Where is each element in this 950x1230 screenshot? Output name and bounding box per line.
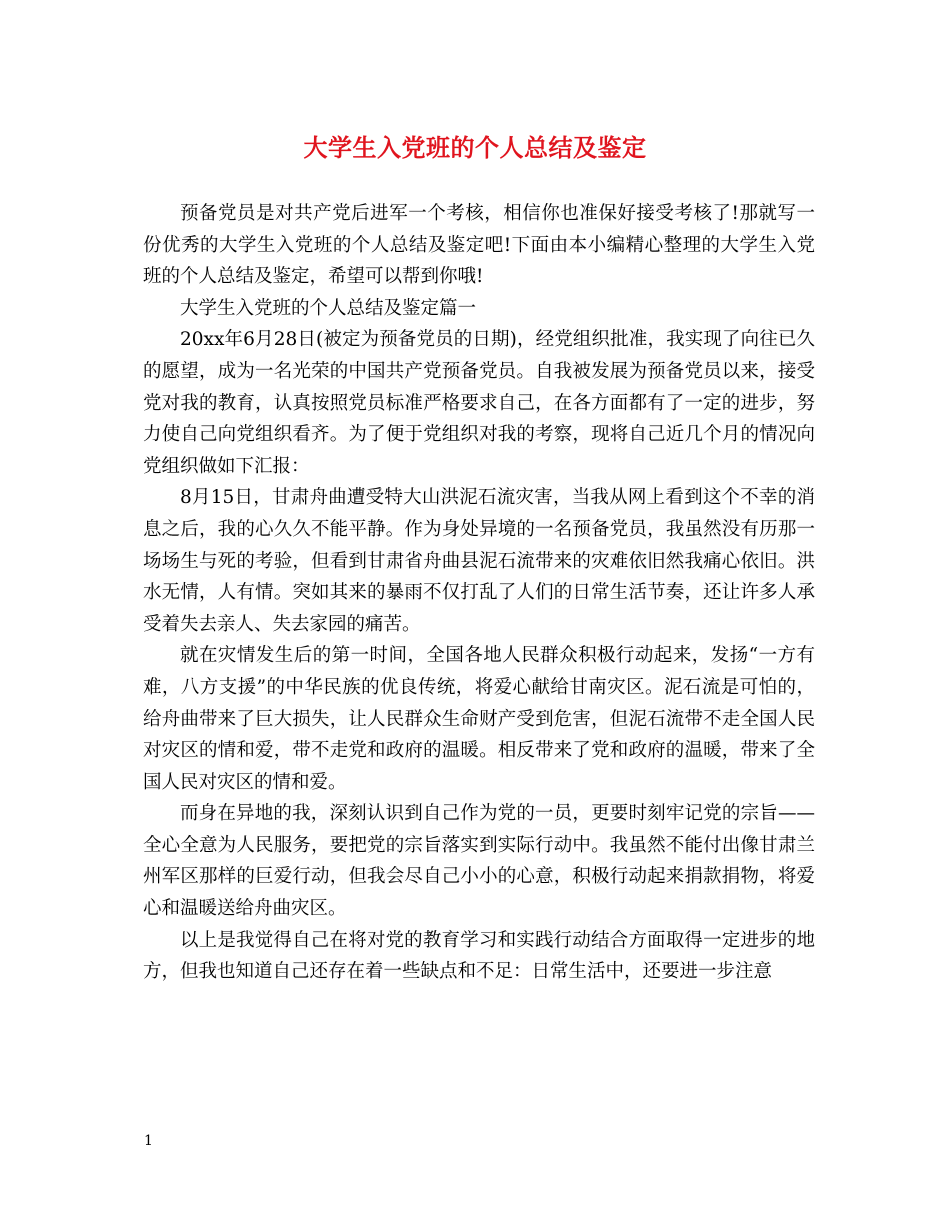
paragraph-intro: 预备党员是对共产党后进军一个考核，相信你也准保好接受考核了!那就写一份优秀的大学生入党班的个人总结及鉴定吧!下面由本小编精心整理的大学生入党班的个人总结及鉴定，希望可以帮到你哦! [143,203,815,288]
paragraph-5: 以上是我觉得自己在将对党的教育学习和实践行动结合方面取得一定进步的地方，但我也知道自己还存在着一些缺点和不足：日常生活中，还要进一步注意 [143,929,815,983]
page-number: 1 [144,1133,153,1149]
paragraph-2: 8月15日，甘肃舟曲遭受特大山洪泥石流灾害，当我从网上看到这个不幸的消息之后，我的心久久不能平静。作为身处异境的一名预备党员，我虽然没有历那一场场生与死的考验，但看到甘肃省舟曲县泥石流带来的灾难依旧然我痛心依旧。洪水无情，人有情。突如其来的暴雨不仅打乱了人们的日常生活节奏，还让许多人承受着失去亲人、失去家园的痛苦。 [143,487,815,635]
paragraph-1: 20xx年6月28日(被定为预备党员的日期)，经党组织批准，我实现了向往已久的愿望，成为一名光荣的中国共产党预备党员。自我被发展为预备党员以来，接受党对我的教育，认真按照党员标准严格要求自己，在各方面都有了一定的进步，努力使自己向党组织看齐。为了便于党组织对我的考察，现将自己近几个月的情况向党组织做如下汇报： [143,329,815,477]
paragraph-4: 而身在异地的我，深刻认识到自己作为党的一员，更要时刻牢记党的宗旨——全心全意为人民服务，要把党的宗旨落实到实际行动中。我虽然不能付出像甘肃兰州军区那样的巨爱行动，但我会尽自己小小的心意，积极行动起来捐款捐物，将爱心和温暖送给舟曲灾区。 [143,803,815,920]
paragraph-3: 就在灾情发生后的第一时间，全国各地人民群众积极行动起来，发扬“一方有难，八方支援”的中华民族的优良传统，将爱心献给甘南灾区。泥石流是可怕的，给舟曲带来了巨大损失，让人民群众生命财产受到危害，但泥石流带不走全国人民对灾区的情和爱，带不走党和政府的温暖。相反带来了党和政府的温暖，带来了全国人民对灾区的情和爱。 [143,645,815,793]
document-title: 大学生入党班的个人总结及鉴定 [303,133,647,162]
document-body [143,198,815,988]
paragraph-section-heading: 大学生入党班的个人总结及鉴定篇一 [180,297,477,319]
